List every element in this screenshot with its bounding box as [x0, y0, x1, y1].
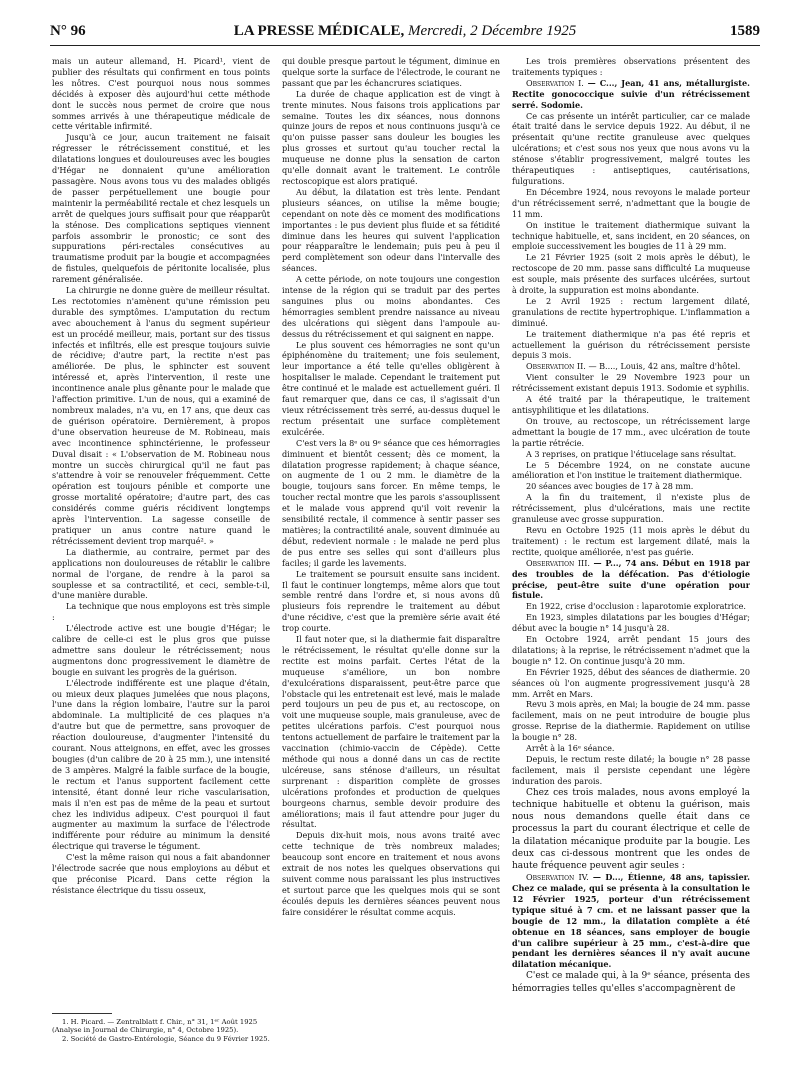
- paragraph: Vient consulter le 29 Novembre 1923 pour un rétrécissement existant depuis 1913. Sodomie et syphilis.: [512, 372, 750, 394]
- paragraph: C'est vers la 8ᵉ ou 9ᵉ séance que ces hémorragies diminuent et bientôt cessent; dès ce moment, la dilatation progresse rapidement; à chaque séance, on augmente de 1 ou 2 mm. le diamètre de la bougie, toujours sans forcer. En même temps, le toucher rectal montre que les parois s'assouplissent et le malade vous apprend qu'il voit revenir la sensibilité rectale, il commence à sentir passer ses matières; la contractilité anale, souvent diminuée au début, redevient normale : le malade ne perd plus de pus entre ses selles qui sont d'ailleurs plus faciles; il garde les lavements.: [282, 437, 500, 568]
- observation-3-heading: [512, 558, 750, 602]
- summary-paragraph: Chez ces trois malades, nous avons employé la technique habituelle et obtenu la guérison, mais nous nous demandons quelle était dans ce processus la part du courant électrique et celle de la dilatation mécanique produite par la bougie. Les deux cas ci-dessous montrent que les ondes de haute fréquence peuvent agir seules :: [512, 787, 750, 871]
- observation-summary: — P..., 74 ans. Début en 1918 par des troubles de la défécation. Pas d'étiologie précise, peut-être suite d'une opération pour fistule.: [512, 557, 750, 601]
- paragraph: La technique que nous employons est très simple :: [52, 601, 270, 623]
- paragraph: La diathermie, au contraire, permet par des applications non douloureuses de rétablir le calibre normal de l'organe, de rendre à la paroi sa souplesse et sa contractilité, et ceci, semble-t-il, d'une manière durable.: [52, 546, 270, 601]
- paragraph: A 3 reprises, on pratique l'étiucelage sans résultat.: [526, 448, 737, 459]
- paragraph: Depuis dix-huit mois, nous avons traité avec cette technique de très nombreux malades; beaucoup sont encore en traitement et nous avons extrait de nos notes les quelques observations qui suivent comme nous paraissant les plus instructives et surtout parce que les quelques mois qui se sont écoulés depuis les dernières séances peuvent nous faire considérer le résultat comme acquis.: [282, 830, 500, 917]
- paragraph: Le traitement diathermique n'a pas été repris et actuellement la guérison du rétrécissement persiste depuis 3 mois.: [512, 328, 750, 361]
- paragraph: En Décembre 1924, nous revoyons le malade porteur d'un rétrécissement serré, n'admettant que la bougie de 11 mm.: [512, 186, 750, 219]
- observation-summary: — B...., Louis, 42 ans, maître d'hôtel.: [588, 361, 741, 372]
- column-middle: [282, 56, 500, 1056]
- paragraph: Jusqu'à ce jour, aucun traitement ne faisait régresser le rétrécissement constitué, et les dilatations longues et douloureuses avec les bougies d'Hégar ne donnaient qu'une amélioration passagère. Nous avons tous vu des malades obligés de passer perpétuellement une bougie pour maintenir la perméabilité rectale et chez lesquels un arrêt de quelques jours suffisait pour que réapparût la sténose. Des complications septiques viennent parfois assombrir le pronostic; ce sont des suppurations péri-rectales consécutives au traumatisme produit par la bougie et accompagnées de fistules, quelquefois de péritonite localisée, plus rarement généralisée.: [52, 132, 270, 285]
- paragraph: On trouve, au rectoscope, un rétrécissement large admettant la bougie de 17 mm., avec ulcération de toute la partie rétrécie.: [512, 415, 750, 448]
- column-right: [512, 56, 750, 1056]
- paragraph: Le traitement se poursuit ensuite sans incident. Il faut le continuer longtemps, même alors que tout semble rentré dans l'ordre et, si nous avons dû plusieurs fois reprendre le traitement au début d'une récidive, c'est que la première série avait été trop courte.: [282, 568, 500, 634]
- paragraph: Le 2 Avril 1925 : rectum largement dilaté, granulations de rectite hypertrophique. L'inflammation a diminué.: [512, 295, 750, 328]
- paragraph: Le plus souvent ces hémorragies ne sont qu'un épiphénomène du traitement; une fois seulement, leur importance a été telle qu'elles obligèrent à hospitaliser le malade. Cependant le traitement put être continué et le malade est actuellement guéri. Il faut remarquer que, dans ce cas, il s'agissait d'un vieux rétrécissement très serré, au-dessus duquel le rectum présentait une surface complètement exulcérée.: [282, 339, 500, 437]
- observation-label: Observation IV.: [526, 872, 589, 883]
- paragraph: Depuis, le rectum reste dilaté; la bougie n° 28 passe facilement, mais il persiste cependant une légère induration des parois.: [512, 754, 750, 786]
- observation-summary: — C..., Jean, 41 ans, métallurgiste. Rectite gonococcique suivie d'un rétrécissement serré. Sodomie.: [512, 77, 750, 110]
- paragraph: C'est la même raison qui nous a fait abandonner l'électrode sacrée que nous employions au début et que préconise Picard. Dans cette région la résistance électrique du tissu osseux,: [52, 852, 270, 895]
- page-header: [50, 23, 760, 45]
- paragraph: La chirurgie ne donne guère de meilleur résultat. Les rectotomies n'amènent qu'une rémission peu durable des symptômes. L'amputation du rectum avec abouchement à l'anus du segment supérieur est un procédé meilleur, mais, portant sur des tissus infectés et infiltrés, elle est presque toujours suivie de récidive; d'autre part, la rectite n'est pas améliorée. De plus, le sphincter est souvent intéressé et, après l'intervention, il reste une incontinence anale plus gênante pour le malade que l'affection primitive. L'un de nous, qui a examiné de nombreux malades, n'a vu, en 17 ans, que deux cas de guérison opératoire. Dernièrement, à propos d'une observation heureuse de M. Robineau, mais avec incontinence sphinctérienne, le professeur Duval disait : « L'observation de M. Robineau nous montre un succès chirurgical qu'il ne faut pas s'attendre à voir se renouveler fréquemment. Cette opération est toujours pénible et comporte une grosse mortalité opératoire; d'autre part, des cas considérés comme guéris récidivent longtemps après l'intervention. La sagesse conseille de pratiquer un anus contre nature quand le rétrécissement devient trop marqué². »: [52, 285, 270, 546]
- paragraph: La durée de chaque application est de vingt à trente minutes. Nous faisons trois applications par semaine. Toutes les dix séances, nous donnons quinze jours de repos et nous continuons jusqu'à ce qu'on puisse passer sans douleur les bougies les plus grosses et surtout qu'au toucher rectal la muqueuse ne donne plus la sensation de carton qu'elle donnait avant le traitement. Le contrôle rectoscopique est alors pratiqué.: [282, 88, 500, 186]
- paragraph: On institue le traitement diathermique suivant la technique habituelle, et, sans incident, en 20 séances, on emploie successivement les bougies de 11 à 29 mm.: [512, 219, 750, 252]
- paragraph: Les trois premières observations présentent des traitements typiques :: [512, 56, 750, 77]
- observation-label: Observation III.: [526, 557, 591, 568]
- observation-summary: — D..., Étienne, 48 ans, tapissier. Chez ce malade, qui se présenta à la consultation le 12 Février 1925, porteur d'un rétrécissement typique situé à 7 cm. et ne laissant passer que la bougie de 12 mm., la dilatation complète a été obtenue en 18 séances, sans employer de bougie d'un calibre supérieur à 25 mm., c'est-à-dire que pendant les dernières séances il n'y avait aucune dilatation mécanique.: [512, 872, 750, 970]
- paragraph: Arrêt à la 16ᵉ séance.: [526, 743, 615, 754]
- observation-1-heading: [512, 78, 750, 111]
- issue-date: Mercredi, 2 Décembre 1925: [407, 23, 577, 39]
- paragraph: 20 séances avec bougies de 17 à 28 mm.: [526, 481, 694, 492]
- page-number: 1589: [730, 23, 760, 39]
- paragraph: A été traité par la thérapeutique, le traitement antisyphilitique et les dilatations.: [512, 394, 750, 415]
- paragraph: En Octobre 1924, arrêt pendant 15 jours des dilatations; à la reprise, le rétrécissement n'admet que la bougie n° 12. On continue jusqu'à 20 mm.: [512, 634, 750, 666]
- observation-4-heading: [512, 872, 750, 970]
- paragraph: Revu 3 mois après, en Mai; la bougie de 24 mm. passe facilement, mais on ne peut introduire de bougie plus grosse. Reprise de la diathermie. Rapidement on utilise la bougie n° 28.: [512, 699, 750, 743]
- paragraph: qui double presque partout le tégument, diminue en quelque sorte la surface de l'électrode, le courant ne passant que par les échancrures sciatiques.: [282, 56, 500, 88]
- footnotes: [52, 1013, 270, 1043]
- observation-label: Observation I.: [526, 77, 584, 88]
- paragraph: En 1923, simples dilatations par les bougies d'Hégar; début avec la bougie n° 14 jusqu'à 28.: [512, 612, 750, 634]
- paragraph: L'électrode active est une bougie d'Hégar; le calibre de celle-ci est le plus gros que puisse admettre sans douleur le rétrécissement; nous augmentons donc progressivement le diamètre de bougie en suivant les progrès de la guérison.: [52, 623, 270, 677]
- paragraph: Au début, la dilatation est très lente. Pendant plusieurs séances, on utilise la même bougie; cependant on note dès ce moment des modifications importantes : le pus devient plus fluide et sa fétidité diminue dans les heures qui suivent l'application pour réapparaître le lendemain; puis peu à peu il perd complètement son odeur dans l'intervalle des séances.: [282, 186, 500, 274]
- journal-title: [50, 23, 760, 40]
- paragraph: Le 21 Février 1925 (soit 2 mois après le début), le rectoscope de 20 mm. passe sans difficulté La muqueuse est souple, mais présente des surfaces ulcérées, surtout à droite, la suppuration est moins abondante.: [512, 252, 750, 296]
- paragraph: En 1922, crise d'occlusion : laparotomie exploratrice.: [526, 601, 747, 612]
- footnote-rule: [52, 1013, 112, 1014]
- journal-name: LA PRESSE MÉDICALE,: [233, 23, 405, 39]
- footnote-1: 1. H. Picard. — Zentralblatt f. Chir., n° 31, 1ᵉʳ Août 1925 (Analyse in Journal de Chirurgie, n° 4, Octobre 1925).: [52, 1018, 258, 1035]
- column-left: [52, 56, 270, 1056]
- paragraph: Revu en Octobre 1925 (11 mois après le début du traitement) : le rectum est largement dilaté, mais la rectite, quoique améliorée, n'est pas guérie.: [512, 524, 750, 557]
- observation-2-heading: [512, 361, 750, 372]
- paragraph: En Février 1925, début des séances de diathermie. 20 séances où l'on augmente progressivement jusqu'à 28 mm. Arrêt en Mars.: [512, 666, 750, 699]
- paragraph: Ce cas présente un intérêt particulier, car ce malade était traité dans le service depuis 1922. Au début, il ne présentait qu'une rectite granuleuse avec quelques ulcérations; et c'est sous nos yeux que nous avons vu la sténose s'établir progressivement, malgré toutes les thérapeutiques : antiseptiques, cautérisations, fulgurations.: [512, 110, 750, 186]
- paragraph: Le 5 Décembre 1924, on ne constate aucune amélioration et l'on institue le traitement diathermique.: [512, 459, 750, 481]
- paragraph: A la fin du traitement, il n'existe plus de rétrécissement, plus d'ulcérations, mais une rectite granuleuse avec grosse suppuration.: [512, 492, 750, 525]
- paragraph: mais un auteur allemand, H. Picard¹, vient de publier des résultats qui confirment en tous points les nôtres. C'est pourquoi nous nous sommes décidés à exposer dès aujourd'hui cette méthode dont le succès nous permet de croire que nous sommes arrivés à une thérapeutique médicale de cette véritable infirmité.: [52, 56, 270, 132]
- paragraph: C'est ce malade qui, à la 9ᵉ séance, présenta des hémorragies telles qu'elles s'accompagnèrent de: [512, 971, 750, 994]
- paragraph: L'électrode indifférente est une plaque d'étain, ou mieux deux plaques jumelées que nous plaçons, l'une dans la région lombaire, l'autre sur la paroi abdominale. La multiplicité de ces plaques n'a d'autre but que de permettre, sans provoquer de réaction douloureuse, d'augmenter l'intensité du courant. Nous atteignons, en effet, avec les grosses bougies (d'un calibre de 20 à 25 mm.), une intensité de 3 ampères. Malgré la faible surface de la bougie, le rectum et l'anus supportent facilement cette intensité, étant donné leur riche vascularisation, mais il n'en est pas de même de la peau et surtout chez les individus adipeux. C'est pourquoi il faut augmenter au maximum la surface de l'électrode indifférente pour réduire au minimum la densité électrique qui traverse le tégument.: [52, 677, 270, 852]
- observation-label: Observation II.: [526, 361, 586, 372]
- footnote-2: 2. Société de Gastro-Entérologie, Séance du 9 Février 1925.: [62, 1034, 270, 1043]
- header-rule: [50, 45, 760, 46]
- paragraph: A cette période, on note toujours une congestion intense de la région qui se traduit par des pertes sanguines plus ou moins abondantes. Ces hémorragies semblent prendre naissance au niveau des ulcérations qui siègent dans l'ampoule au-dessus du rétrécissement et qui saignent en nappe.: [282, 274, 500, 339]
- issue-number: N° 96: [50, 23, 86, 39]
- paragraph: Il faut noter que, si la diathermie fait disparaître le rétrécissement, le résultat qu'elle donne sur la rectite est moins parfait. Certes l'état de la muqueuse s'améliore, un bon nombre d'exulcérations disparaissent, peut-être parce que l'obstacle qui les entretenait est levé, mais le malade perd toujours un peu de pus et, au rectoscope, on voit une muqueuse souple, mais granuleuse, avec de petites ulcérations parfois. C'est pourquoi nous tentons actuellement de parfaire le traitement par la vaccination (chimio-vaccin de Cépède). Cette méthode qui nous a donné dans un cas de rectite ulcéreuse, sans sténose d'ailleurs, un résultat surprenant : disparition complète de grosses ulcérations profondes et production de quelques bourgeons charnus, semble devoir produire des améliorations; mais il faut attendre pour juger du résultat.: [282, 634, 500, 830]
